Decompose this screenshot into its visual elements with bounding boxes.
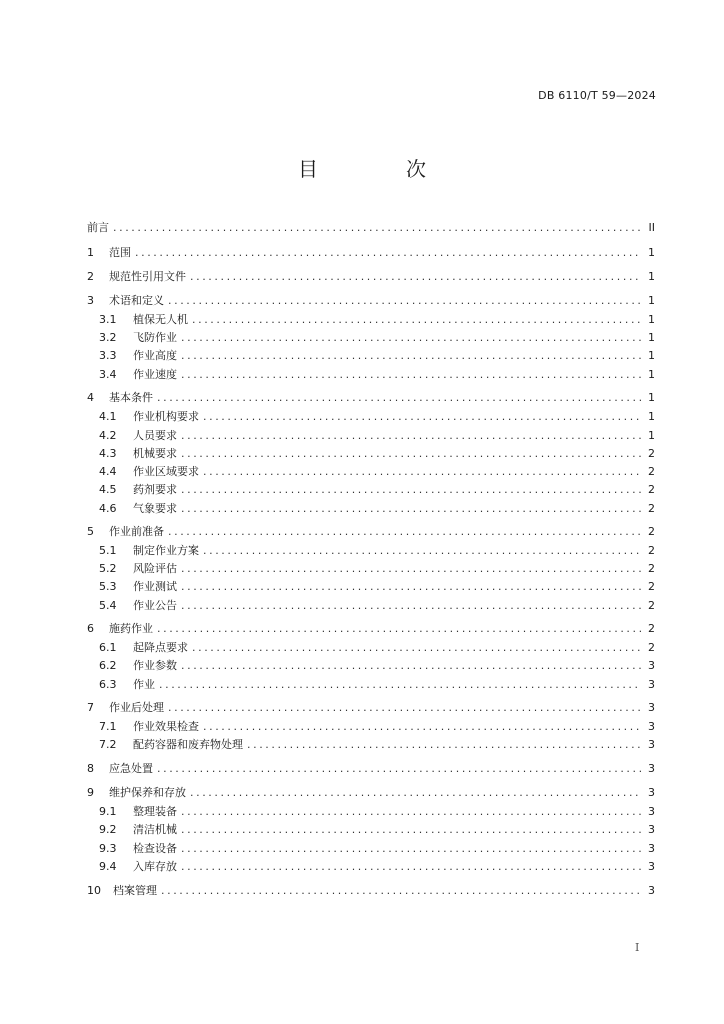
toc-entry-page: 3 [648,805,655,818]
toc-dot-leader [181,805,641,819]
toc-entry-number: 4.1 [99,410,117,423]
toc-dot-leader [203,720,641,734]
toc-entry-number: 1 [87,246,94,259]
toc-entry-page: 1 [648,294,655,307]
toc-entry-page: 3 [648,860,655,873]
toc-entry-title: 植保无人机 [133,313,188,326]
toc-entry-title: 范围 [109,246,131,259]
toc-dot-leader [181,659,641,673]
toc-entry-title: 气象要求 [133,502,177,515]
toc-subentry[interactable] [99,720,655,734]
toc-dot-leader [181,429,641,443]
toc-entry-page: 1 [648,331,655,344]
toc-entry-number: 7.1 [99,720,117,733]
toc-entry-page: 3 [648,786,655,799]
toc-entry-title: 制定作业方案 [133,544,199,557]
toc-entry-title: 作业后处理 [109,701,164,714]
toc-subentry[interactable] [99,502,655,516]
toc-entry-number: 3.2 [99,331,117,344]
toc-entry-number: 7.2 [99,738,117,751]
toc-entry-page: 1 [648,270,655,283]
toc-entry-title: 人员要求 [133,429,177,442]
toc-subentry[interactable] [99,805,655,819]
toc-entry[interactable] [87,884,655,898]
toc-entry-number: 5.4 [99,599,117,612]
toc-entry[interactable] [87,786,655,800]
toc-dot-leader [113,221,641,235]
toc-entry-title: 作业高度 [133,349,177,362]
toc-entry-page: 1 [648,368,655,381]
toc-entry-title: 作业参数 [133,659,177,672]
toc-dot-leader [190,786,641,800]
toc-entry-page: 1 [648,313,655,326]
footer-page-number: I [635,941,640,954]
toc-entry-page: 3 [648,738,655,751]
toc-subentry[interactable] [99,678,655,692]
toc-dot-leader [181,842,641,856]
toc-entry[interactable] [87,762,655,776]
toc-entry-title: 风险评估 [133,562,177,575]
toc-entry-title: 作业 [133,678,155,691]
toc-entry-page: 1 [648,391,655,404]
toc-entry-page: 3 [648,884,655,897]
toc-entry-title: 作业速度 [133,368,177,381]
toc-subentry[interactable] [99,410,655,424]
toc-entry-page: 2 [648,641,655,654]
toc-entry-page: 3 [648,762,655,775]
toc-subentry[interactable] [99,842,655,856]
toc-entry-page: 3 [648,842,655,855]
toc-dot-leader [203,544,641,558]
toc-dot-leader [181,331,641,345]
toc-entry-title: 药剂要求 [133,483,177,496]
toc-subentry[interactable] [99,599,655,613]
toc-entry-page: 2 [648,562,655,575]
toc-dot-leader [181,349,641,363]
toc-entry-title: 前言 [87,221,109,234]
toc-entry-number: 3 [87,294,94,307]
toc-entry-title: 应急处置 [109,762,153,775]
toc-dot-leader [203,465,641,479]
toc-entry-page: 2 [648,599,655,612]
toc-dot-leader [181,823,641,837]
toc-dot-leader [203,410,641,424]
toc-entry-number: 9.2 [99,823,117,836]
toc-entry-page: II [648,221,655,234]
toc-title: 目 次 [298,157,460,181]
toc-entry[interactable] [87,246,655,260]
toc-entry-number: 3.4 [99,368,117,381]
toc-entry-title: 维护保养和存放 [109,786,186,799]
toc-dot-leader [157,762,641,776]
toc-entry-page: 2 [648,447,655,460]
document-code: DB 6110/T 59—2024 [538,89,656,102]
toc-entry-page: 2 [648,502,655,515]
toc-subentry[interactable] [99,429,655,443]
toc-entry-number: 9.4 [99,860,117,873]
toc-entry-number: 4.3 [99,447,117,460]
toc-entry-title: 作业公告 [133,599,177,612]
toc-entry-page: 2 [648,580,655,593]
toc-subentry[interactable] [99,544,655,558]
toc-entry[interactable] [87,525,655,539]
toc-dot-leader [161,884,641,898]
toc-entry-number: 9 [87,786,94,799]
toc-entry-title: 检查设备 [133,842,177,855]
toc-entry-page: 3 [648,659,655,672]
toc-entry-number: 5.3 [99,580,117,593]
toc-dot-leader [181,599,641,613]
toc-dot-leader [135,246,641,260]
toc-entry[interactable] [87,701,655,715]
toc-entry[interactable] [87,270,655,284]
toc-dot-leader [168,525,641,539]
toc-dot-leader [159,678,641,692]
toc-entry-title: 配药容器和废弃物处理 [133,738,243,751]
toc-subentry[interactable] [99,738,655,752]
toc-entry-title: 起降点要求 [133,641,188,654]
toc-entry-page: 1 [648,246,655,259]
toc-dot-leader [157,391,641,405]
toc-entry[interactable] [87,221,655,235]
toc-entry-page: 1 [648,349,655,362]
toc-entry-title: 整理装备 [133,805,177,818]
toc-subentry[interactable] [99,562,655,576]
toc-entry[interactable] [87,622,655,636]
toc-subentry[interactable] [99,659,655,673]
toc-dot-leader [192,313,641,327]
toc-entry-number: 5.2 [99,562,117,575]
toc-dot-leader [181,447,641,461]
toc-entry-number: 4 [87,391,94,404]
toc-entry-number: 4.6 [99,502,117,515]
toc-dot-leader [247,738,641,752]
toc-entry-title: 施药作业 [109,622,153,635]
toc-dot-leader [190,270,641,284]
toc-entry-number: 4.2 [99,429,117,442]
toc-dot-leader [181,502,641,516]
toc-entry-title: 作业区域要求 [133,465,199,478]
toc-entry-number: 2 [87,270,94,283]
toc-entry-page: 2 [648,465,655,478]
toc-entry-number: 4.5 [99,483,117,496]
toc-subentry[interactable] [99,580,655,594]
toc-entry-page: 1 [648,429,655,442]
toc-subentry[interactable] [99,465,655,479]
toc-entry-title: 清洁机械 [133,823,177,836]
toc-entry-page: 3 [648,823,655,836]
toc-entry-number: 6.2 [99,659,117,672]
toc-dot-leader [192,641,641,655]
toc-dot-leader [181,483,641,497]
toc-dot-leader [181,580,641,594]
toc-entry-page: 3 [648,701,655,714]
toc-entry-number: 8 [87,762,94,775]
toc-entry-number: 6.3 [99,678,117,691]
toc-subentry[interactable] [99,641,655,655]
toc-subentry[interactable] [99,860,655,874]
toc-entry-title: 作业机构要求 [133,410,199,423]
toc-subentry[interactable] [99,823,655,837]
toc-entry-page: 3 [648,720,655,733]
toc-subentry[interactable] [99,331,655,345]
toc-entry-page: 2 [648,544,655,557]
toc-entry-title: 档案管理 [113,884,157,897]
toc-entry-title: 作业效果检查 [133,720,199,733]
toc-subentry[interactable] [99,368,655,382]
toc-entry-title: 飞防作业 [133,331,177,344]
toc-dot-leader [181,562,641,576]
toc-entry-title: 入库存放 [133,860,177,873]
toc-entry-page: 2 [648,483,655,496]
toc-entry[interactable] [87,294,655,308]
toc-entry-page: 1 [648,410,655,423]
toc-entry-title: 机械要求 [133,447,177,460]
toc-entry-number: 6.1 [99,641,117,654]
toc-entry-title: 术语和定义 [109,294,164,307]
toc-entry-number: 5 [87,525,94,538]
toc-entry-title: 规范性引用文件 [109,270,186,283]
toc-entry-number: 7 [87,701,94,714]
toc-dot-leader [181,368,641,382]
toc-entry-number: 6 [87,622,94,635]
toc-entry-page: 3 [648,678,655,691]
toc-entry-number: 3.1 [99,313,117,326]
toc-entry-number: 4.4 [99,465,117,478]
toc-entry-number: 9.3 [99,842,117,855]
toc-subentry[interactable] [99,313,655,327]
toc-dot-leader [168,701,641,715]
toc-subentry[interactable] [99,447,655,461]
toc-dot-leader [181,860,641,874]
toc-dot-leader [157,622,641,636]
toc-entry[interactable] [87,391,655,405]
toc-entry-number: 10 [87,884,101,897]
toc-entry-title: 作业测试 [133,580,177,593]
toc-entry-number: 3.3 [99,349,117,362]
toc-subentry[interactable] [99,349,655,363]
toc-subentry[interactable] [99,483,655,497]
toc-entry-page: 2 [648,525,655,538]
toc-entry-title: 作业前准备 [109,525,164,538]
toc-dot-leader [168,294,641,308]
toc-entry-number: 9.1 [99,805,117,818]
toc-entry-title: 基本条件 [109,391,153,404]
toc-entry-number: 5.1 [99,544,117,557]
toc-entry-page: 2 [648,622,655,635]
